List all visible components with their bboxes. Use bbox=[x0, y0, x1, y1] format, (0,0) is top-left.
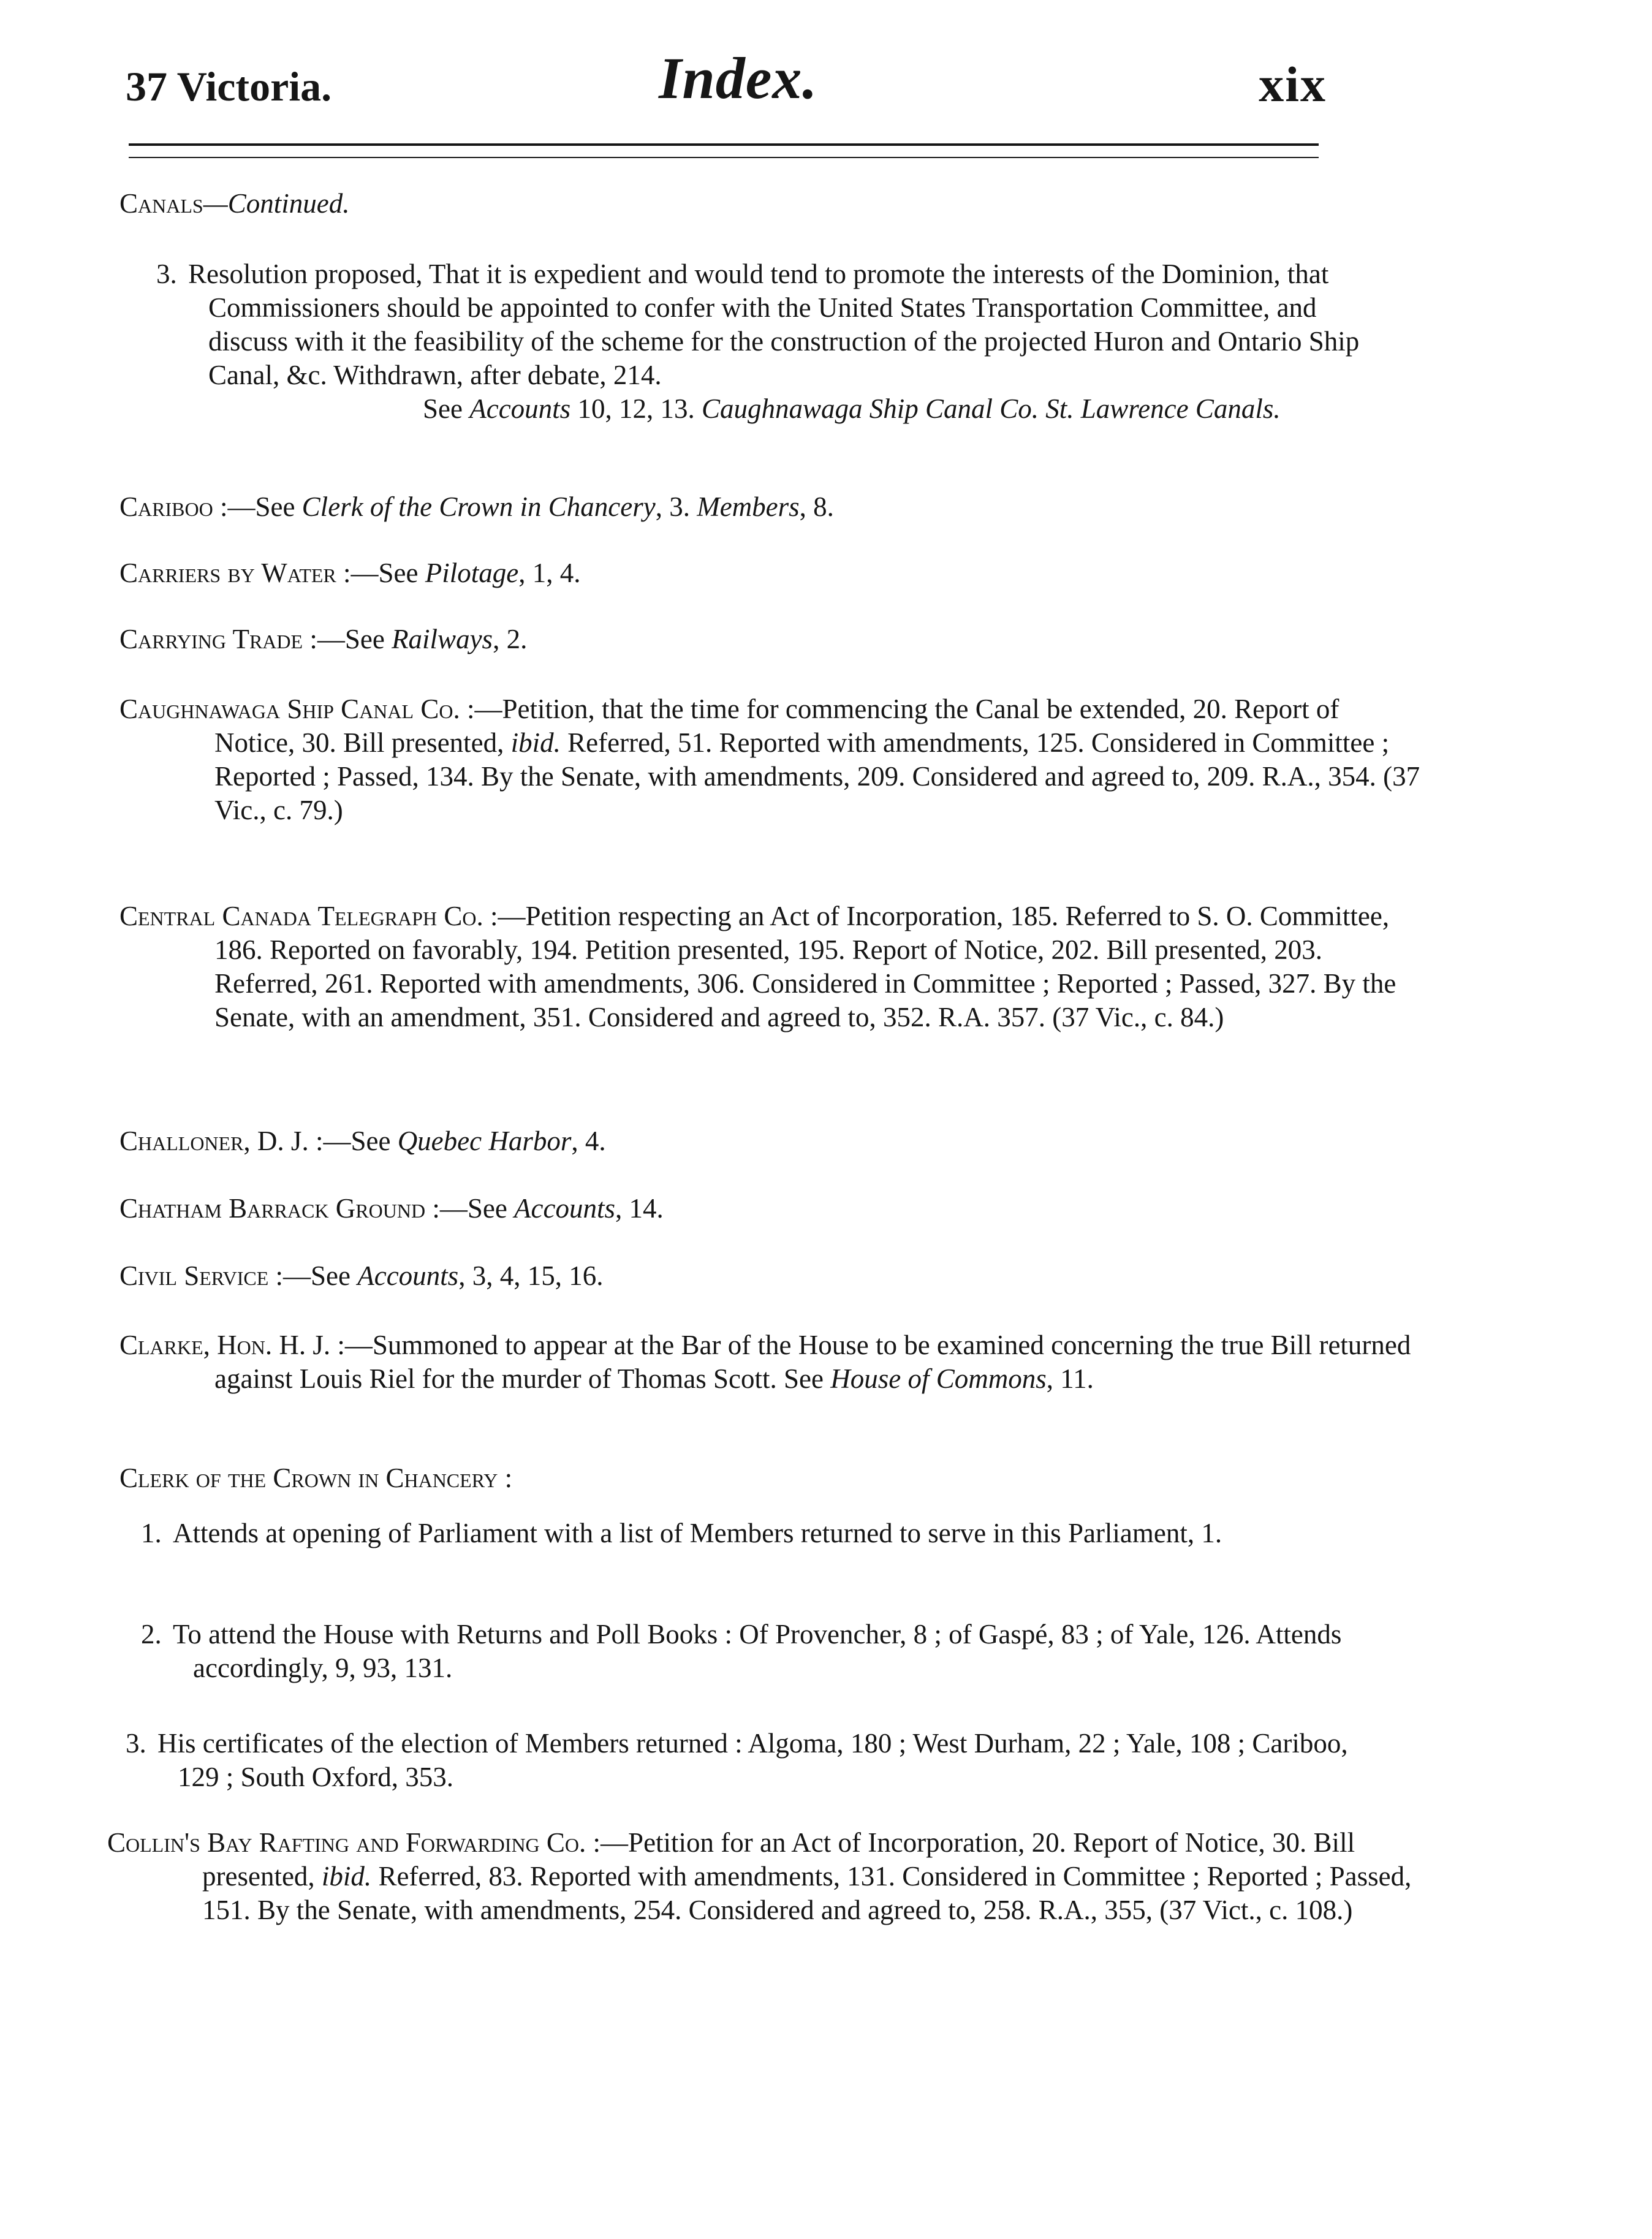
page-header bbox=[126, 45, 1327, 126]
header-title: Index. bbox=[659, 45, 818, 111]
header-page-number: xix bbox=[1259, 56, 1327, 112]
entry-chatham-barrack-ground bbox=[119, 1192, 1425, 1226]
entry-term: Carriers by Water bbox=[119, 558, 336, 588]
entry-ref: Quebec Harbor bbox=[397, 1126, 572, 1156]
clerk-item-3 bbox=[126, 1727, 1376, 1794]
canals-see-references bbox=[156, 392, 1376, 426]
entry-ref: Accounts bbox=[514, 1193, 615, 1224]
entry-see: :—See bbox=[213, 491, 302, 522]
entry-see: :—See bbox=[308, 1126, 398, 1156]
entry-carriers-by-water bbox=[119, 556, 1425, 590]
entry-challoner bbox=[119, 1124, 1425, 1158]
entry-ibid: ibid. bbox=[510, 727, 561, 758]
entry-ref-num: , 3, 4, 15, 16. bbox=[458, 1260, 604, 1291]
entry-see: :—See bbox=[268, 1260, 358, 1291]
entry-central-canada-telegraph bbox=[119, 900, 1425, 1034]
entry-text: :—Petition, that the time for commencing the Canal be extended, 20. Report of Notice, 30. Bill presented, bbox=[214, 694, 1339, 758]
entry-ref: Railways bbox=[392, 624, 493, 654]
entry-see: :—See bbox=[336, 558, 425, 588]
entry-see: :—See bbox=[425, 1193, 515, 1224]
entry-term: Collin's Bay Rafting and Forwarding Co. bbox=[107, 1827, 586, 1858]
entry-ref: Pilotage bbox=[425, 558, 519, 588]
entry-ref-num: , 4. bbox=[571, 1126, 606, 1156]
entry-term: Central Canada Telegraph Co. bbox=[119, 901, 483, 931]
entry-text: :—Petition for an Act of Incorporation, 20. Report of Notice, 30. Bill presented, bbox=[202, 1827, 1355, 1892]
see-ref-numbers: 10, 12, 13. bbox=[570, 393, 702, 424]
see-ref-st-lawrence: St. Lawrence Canals. bbox=[1045, 393, 1281, 424]
canals-continued: —Continued. bbox=[203, 188, 350, 219]
clerk-item-text: Attends at opening of Parliament with a list of Members returned to serve in this Parliament, 1. bbox=[173, 1518, 1222, 1548]
canals-heading bbox=[119, 187, 349, 221]
entry-clarke bbox=[119, 1328, 1425, 1396]
clerk-item-number: 2. bbox=[141, 1619, 162, 1650]
canals-item-3 bbox=[156, 257, 1376, 426]
header-session: 37 Victoria. bbox=[126, 63, 332, 110]
entry-see: :—See bbox=[303, 624, 392, 654]
see-ref-accounts: Accounts bbox=[469, 393, 571, 424]
entry-ibid: ibid. bbox=[321, 1861, 372, 1892]
entry-term: Chatham Barrack Ground bbox=[119, 1193, 426, 1224]
entry-ref: Accounts bbox=[357, 1260, 459, 1291]
entry-ref-num: , 14. bbox=[615, 1193, 664, 1224]
see-ref-caughnawaga: Caughnawaga Ship Canal Co. bbox=[701, 393, 1039, 424]
clerk-item-number: 1. bbox=[141, 1518, 162, 1548]
entry-term: Civil Service bbox=[119, 1260, 269, 1291]
clerk-item-number: 3. bbox=[126, 1728, 146, 1759]
entry-term: Carrying Trade bbox=[119, 624, 303, 654]
canals-item-3-number: 3. bbox=[156, 259, 177, 289]
clerk-item-2 bbox=[141, 1618, 1391, 1685]
entry-caughnawaga bbox=[119, 692, 1425, 827]
entry-civil-service bbox=[119, 1259, 1425, 1293]
entry-text: :—Summoned to appear at the Bar of the House to be examined concerning the true Bill returned against Louis Riel for the murder of Thomas Scott. See bbox=[214, 1330, 1411, 1394]
entry-ref: House of Commons bbox=[830, 1363, 1047, 1394]
entry-ref-num: , 8. bbox=[799, 491, 834, 522]
entry-ref-num: , 11. bbox=[1046, 1363, 1094, 1394]
entry-ref: Clerk of the Crown in Chancery bbox=[301, 491, 656, 522]
clerk-item-1 bbox=[141, 1517, 1391, 1550]
entry-text: Referred, 51. Reported with amendments, 125. Considered in Committee ; Reported ; Passed, 134. By the Senate, with amendments, 209. Considered and agreed to, 209. R.A., 354. (37 Vic., c. 79.) bbox=[214, 727, 1420, 825]
see-prefix: See bbox=[423, 393, 463, 424]
entry-text: Referred, 83. Reported with amendments, 131. Considered in Committee ; Reported ; Passed, 151. By the Senate, with amendments, 254. Considered and agreed to, 258. R.A., 355, (37 Vict., c. 108.) bbox=[202, 1861, 1412, 1925]
clerk-item-text: His certificates of the election of Members returned : Algoma, 180 ; West Durham, 22 ; Yale, 108 ; Cariboo, 129 ; South Oxford, 353. bbox=[157, 1728, 1348, 1792]
entry-term: Challoner, D. J. bbox=[119, 1126, 309, 1156]
entry-text: :—Petition respecting an Act of Incorporation, 185. Referred to S. O. Committee, 186. Reported on favorably, 194. Petition presented, 195. Report of Notice, 202. Bill presented, 203. Referred, 261. Reported with amendments, 306. Considered in Committee ; Reported ; Passed, 327. By the Senate, with an amendment, 351. Considered and agreed to, 352. R.A. 357. (37 Vic., c. 84.) bbox=[214, 901, 1396, 1032]
clerk-heading: Clerk of the Crown in Chancery : bbox=[119, 1463, 513, 1493]
entry-collins-bay bbox=[107, 1826, 1412, 1927]
clerk-item-text: To attend the House with Returns and Poll Books : Of Provencher, 8 ; of Gaspé, 83 ; of Yale, 126. Attends accordingly, 9, 93, 131. bbox=[173, 1619, 1342, 1683]
entry-carrying-trade bbox=[119, 623, 1425, 656]
entry-cariboo bbox=[119, 490, 1425, 524]
header-rule bbox=[129, 143, 1319, 158]
entry-ref-num: , 2. bbox=[493, 624, 528, 654]
entry-term: Cariboo bbox=[119, 491, 213, 522]
canals-item-3-text: Resolution proposed, That it is expedient and would tend to promote the interests of the Dominion, that Commissioners should be appointed to confer with the United States Transportation Committee, and discuss with it the feasibility of the scheme for the construction of the projected Huron and Ontario Ship Canal, &c. Withdrawn, after debate, 214. bbox=[188, 259, 1360, 390]
entry-term: Clarke, Hon. H. J. bbox=[119, 1330, 331, 1360]
entry-ref: Members bbox=[697, 491, 800, 522]
entry-ref-num: , 1, 4. bbox=[518, 558, 581, 588]
canals-term: Canals bbox=[119, 188, 203, 219]
entry-ref-num: , 3. bbox=[655, 491, 697, 522]
entry-term: Caughnawaga Ship Canal Co. bbox=[119, 694, 460, 724]
